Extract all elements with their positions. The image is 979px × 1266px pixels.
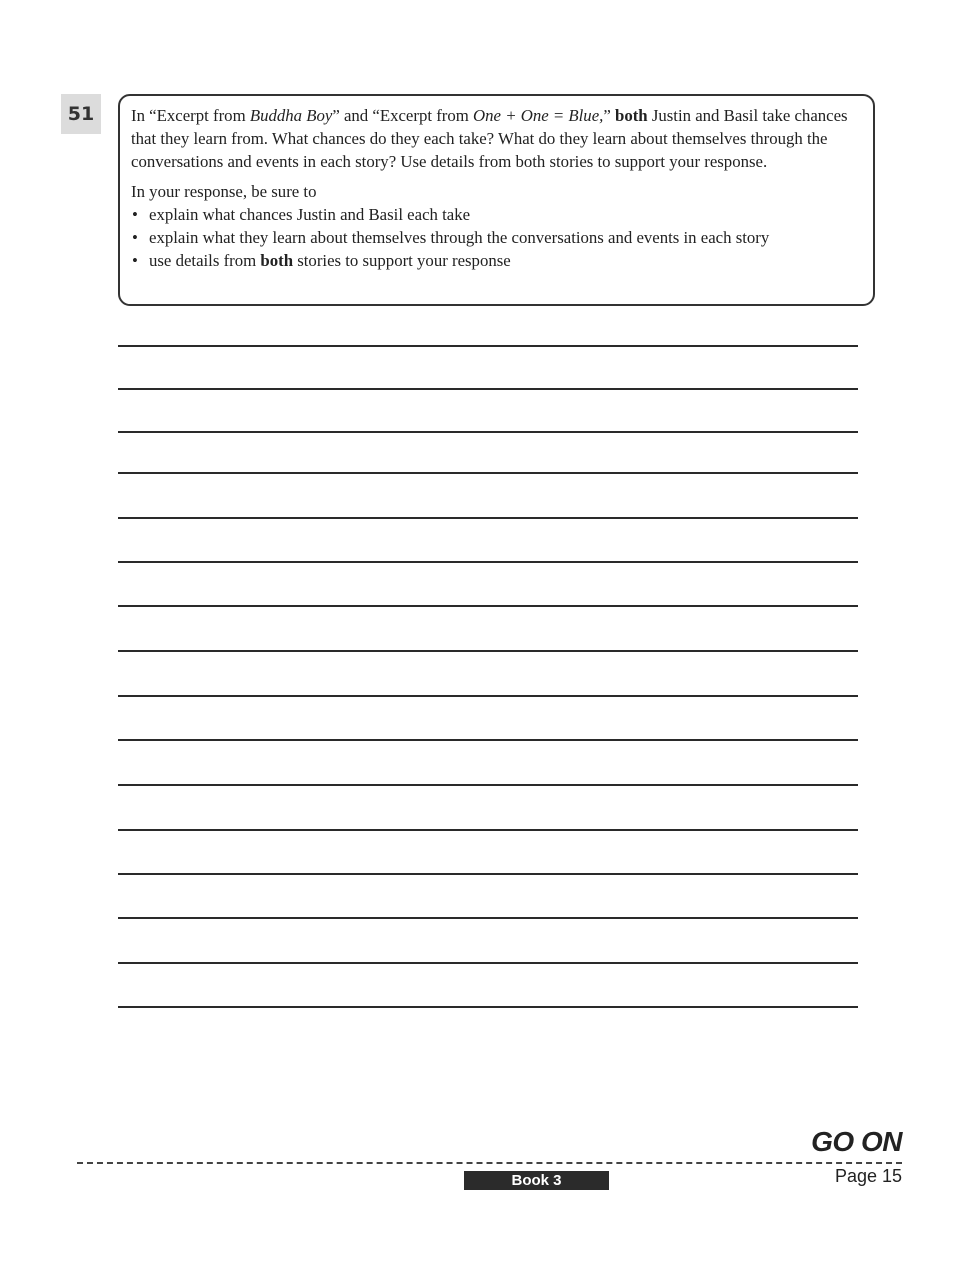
answer-line — [118, 650, 858, 652]
requirement-text: explain what chances Justin and Basil each take — [149, 205, 471, 224]
question-prompt-text — [131, 104, 861, 173]
bullet-icon: • — [132, 251, 138, 270]
question-prompt-box — [118, 94, 875, 306]
answer-line — [118, 605, 858, 607]
answer-line — [118, 962, 858, 964]
answer-line — [118, 739, 858, 741]
prompt-text-part: Justin and Basil take chances that they learn from. What chances do they each take? What do they learn about themselves through the conversations and events in each story? Use details from both stories to support your response. — [131, 106, 848, 171]
answer-line — [118, 388, 858, 390]
bullet-icon: • — [132, 205, 138, 224]
answer-line — [118, 345, 858, 347]
footer-divider — [77, 1162, 902, 1164]
go-on-label: GO ON — [811, 1126, 902, 1157]
answer-line — [118, 561, 858, 563]
prompt-text-part: In “Excerpt from — [131, 106, 250, 125]
answer-line — [118, 1006, 858, 1008]
answer-line — [118, 695, 858, 697]
story-title-one-plus-one-blue: One + One = Blue, — [473, 106, 604, 125]
answer-line — [118, 431, 858, 433]
prompt-text-part: ” and “Excerpt from — [332, 106, 474, 125]
response-instructions-lead: In your response, be sure to — [131, 182, 317, 201]
answer-line — [118, 517, 858, 519]
requirement-item — [131, 203, 861, 226]
answer-line — [118, 784, 858, 786]
requirement-text: use details from — [149, 251, 261, 270]
book-label: Book 3 — [464, 1171, 609, 1190]
prompt-emphasis-both: both — [615, 106, 648, 125]
answer-line — [118, 917, 858, 919]
prompt-text-part: ” — [603, 106, 615, 125]
question-number: 51 — [61, 94, 101, 134]
bullet-icon: • — [132, 228, 138, 247]
story-title-buddha-boy: Buddha Boy — [249, 106, 333, 125]
response-requirements-list — [131, 203, 861, 272]
answer-line — [118, 829, 858, 831]
requirement-text: explain what they learn about themselves through the conversations and events in each story — [149, 228, 770, 247]
requirement-text: stories to support your response — [293, 251, 511, 270]
answer-line — [118, 873, 858, 875]
requirement-emphasis-both: both — [260, 251, 294, 270]
requirement-item — [131, 249, 861, 272]
answer-line — [118, 472, 858, 474]
requirement-item — [131, 226, 861, 249]
page-number: Page 15 — [834, 1166, 902, 1186]
